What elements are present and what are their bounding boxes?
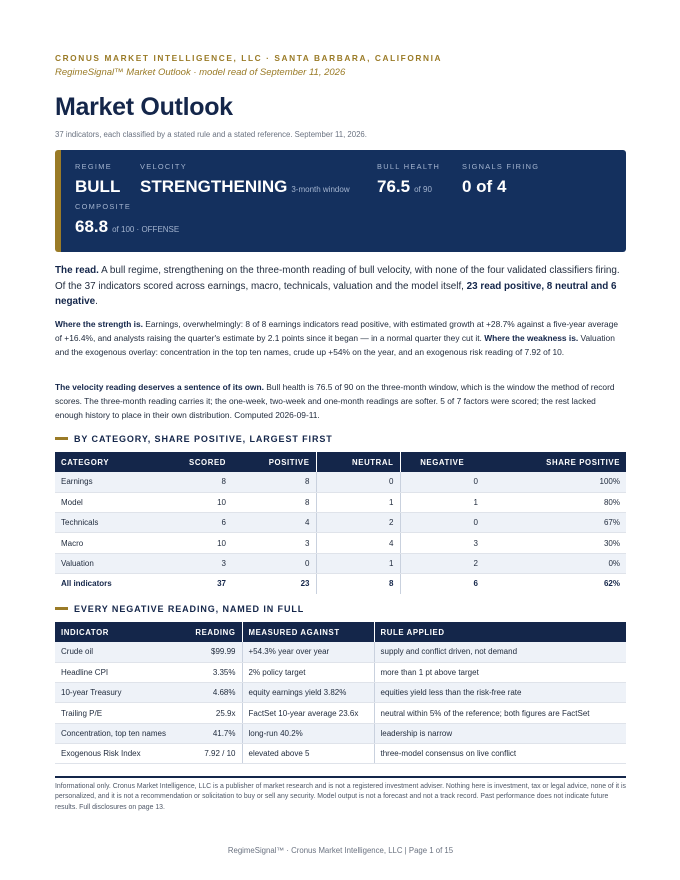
table-row bbox=[55, 533, 626, 553]
table-row bbox=[55, 513, 626, 533]
table-cell: 3 bbox=[180, 553, 232, 573]
negative-readings-table bbox=[55, 622, 626, 764]
table-cell: Headline CPI bbox=[55, 662, 180, 682]
table-row bbox=[55, 723, 626, 743]
table-cell: +54.3% year over year bbox=[242, 642, 374, 662]
table-cell: Technicals bbox=[55, 513, 180, 533]
table-cell: Macro bbox=[55, 533, 180, 553]
page-footer: RegimeSignal™ · Cronus Market Intelligence, LLC | Page 1 of 15 bbox=[227, 846, 454, 855]
regime-label: REGIME bbox=[75, 162, 112, 171]
table-cell: 23 bbox=[300, 579, 310, 589]
table-cell: more than 1 pt above target bbox=[374, 662, 626, 682]
table-cell: 37 bbox=[217, 579, 226, 589]
column-header: MEASURED AGAINST bbox=[242, 622, 374, 642]
table-cell: 4 bbox=[232, 513, 316, 533]
velocity-text: Bull health is 76.5 of 90 on the three-month window, which is the window the method of record scores. The three-month reading carries it; the one-week, two-week and one-month readings are softer. 5 of 7 factors were scored; the rest lacked enough history to place in their own distribution. Computed 2026-09-11. bbox=[55, 382, 615, 420]
category-section-heading bbox=[55, 434, 333, 444]
strength-lead: Where the strength is. bbox=[55, 319, 143, 329]
table-cell: 1 bbox=[316, 492, 400, 512]
table-row bbox=[55, 642, 626, 662]
table-cell: long-run 40.2% bbox=[242, 723, 374, 743]
category-section-title: BY CATEGORY, SHARE POSITIVE, LARGEST FIRST bbox=[74, 434, 333, 444]
velocity-value: STRENGTHENING bbox=[140, 177, 288, 196]
read-end: . bbox=[95, 296, 98, 308]
table-cell: equity earnings yield 3.82% bbox=[242, 683, 374, 703]
table-cell: 0% bbox=[484, 553, 626, 573]
negative-section-heading bbox=[55, 604, 304, 614]
disclaimer: Informational only. Cronus Market Intelligence, LLC is a publisher of market research and is not a registered investment adviser. Nothing here is investment, tax or legal advice, none of it is personalized, and it is not a recommendation or solicitation to buy or sell any security. Model output is not a forecast and not a track record. Past performance does not indicate future results. Full disclosures on page 13. bbox=[55, 783, 626, 811]
table-cell: 1 bbox=[400, 492, 484, 512]
table-cell: Crude oil bbox=[55, 642, 180, 662]
page-title: Market Outlook bbox=[55, 93, 233, 121]
bull-health-block bbox=[377, 177, 432, 197]
table-cell: FactSet 10-year average 23.6x bbox=[242, 703, 374, 723]
table-cell: 0 bbox=[232, 553, 316, 573]
read-counts: 23 read positive, 8 neutral and 6 negative bbox=[55, 280, 617, 308]
column-header: CATEGORY bbox=[55, 452, 180, 472]
table-cell: 2 bbox=[316, 513, 400, 533]
table-cell: Trailing P/E bbox=[55, 703, 180, 723]
table-cell: supply and conflict driven, not demand bbox=[374, 642, 626, 662]
table-cell: equities yield less than the risk-free rate bbox=[374, 683, 626, 703]
table-cell: 10 bbox=[180, 492, 232, 512]
table-cell: 8 bbox=[316, 573, 400, 593]
firm-line: CRONUS MARKET INTELLIGENCE, LLC · SANTA BARBARA, CALIFORNIA bbox=[55, 53, 443, 63]
velocity-note: 3-month window bbox=[291, 185, 350, 194]
bull-health-value: 76.5 bbox=[377, 177, 411, 196]
table-row bbox=[55, 683, 626, 703]
table-row bbox=[55, 492, 626, 512]
footer-rule bbox=[55, 776, 626, 778]
table-cell: Concentration, top ten names bbox=[55, 723, 180, 743]
composite-label: COMPOSITE bbox=[75, 202, 132, 211]
table-cell: leadership is narrow bbox=[374, 723, 626, 743]
read-text: A bull regime, strengthening on the three-month reading of bull velocity, with none of the four validated classifiers firing. Of the 37 indicators scored across earnings, macro, technicals, valuation and the model itself, bbox=[55, 265, 620, 292]
table-cell: 6 bbox=[400, 573, 484, 593]
table-row bbox=[55, 743, 626, 763]
composite-value: 68.8 bbox=[75, 217, 109, 236]
read-paragraph bbox=[55, 263, 626, 310]
velocity-label: VELOCITY bbox=[140, 162, 187, 171]
velocity-block bbox=[140, 177, 350, 197]
intro-line: 37 indicators, each classified by a stated rule and a stated reference. September 11, 2026. bbox=[55, 130, 367, 139]
table-cell: Earnings bbox=[55, 472, 180, 492]
table-cell: 8 bbox=[232, 472, 316, 492]
table-cell: 10-year Treasury bbox=[55, 683, 180, 703]
regime-summary-panel bbox=[55, 150, 626, 252]
composite-note: of 100 · OFFENSE bbox=[112, 225, 180, 234]
category-table bbox=[55, 452, 626, 594]
table-row bbox=[55, 703, 626, 723]
table-cell: 8 bbox=[180, 472, 232, 492]
table-cell: 0 bbox=[316, 472, 400, 492]
velocity-paragraph bbox=[55, 381, 626, 422]
strength-text: Earnings, overwhelmingly: 8 of 8 earnings indicators read positive, with estimated growth at +28.7% against a five-year average of +16.4%, and analysts raising the quarter's estimate by 2.1 points since it began — in a normal quarter they cut it. bbox=[55, 319, 619, 343]
table-cell: 6 bbox=[180, 513, 232, 533]
bull-health-note: of 90 bbox=[414, 185, 432, 194]
table-cell: Exogenous Risk Index bbox=[55, 743, 180, 763]
column-header: READING bbox=[180, 622, 242, 642]
column-header: SCORED bbox=[180, 452, 232, 472]
section-marker bbox=[55, 607, 68, 610]
weakness-lead: Where the weakness is. bbox=[484, 332, 579, 343]
column-header: NEUTRAL bbox=[316, 452, 400, 472]
table-cell: Valuation bbox=[55, 553, 180, 573]
column-header: POSITIVE bbox=[232, 452, 316, 472]
table-cell: 2% policy target bbox=[242, 662, 374, 682]
read-lead: The read. bbox=[55, 265, 99, 276]
velocity-lead: The velocity reading deserves a sentence of its own. bbox=[55, 382, 264, 392]
table-cell: three-model consensus on live conflict bbox=[374, 743, 626, 763]
signals-label: SIGNALS FIRING bbox=[462, 162, 540, 171]
bull-health-label: BULL HEALTH bbox=[377, 162, 441, 171]
negative-section-title: EVERY NEGATIVE READING, NAMED IN FULL bbox=[74, 604, 305, 614]
table-cell: neutral within 5% of the reference; both figures are FactSet bbox=[374, 703, 626, 723]
table-cell: 2 bbox=[400, 553, 484, 573]
column-header: NEGATIVE bbox=[400, 452, 484, 472]
table-cell: 0 bbox=[400, 472, 484, 492]
negative-table-header bbox=[55, 622, 626, 642]
table-cell: 80% bbox=[484, 492, 626, 512]
table-cell: 1 bbox=[316, 553, 400, 573]
regime-value: BULL bbox=[75, 177, 121, 196]
table-row bbox=[55, 553, 626, 573]
composite-block bbox=[75, 217, 179, 237]
table-cell: 7.92 / 10 bbox=[180, 743, 242, 763]
table-cell: 3 bbox=[232, 533, 316, 553]
table-cell: 4 bbox=[316, 533, 400, 553]
table-row bbox=[55, 662, 626, 682]
table-total-row bbox=[55, 573, 626, 593]
table-cell: elevated above 5 bbox=[242, 743, 374, 763]
strength-paragraph bbox=[55, 318, 626, 359]
table-cell: 8 bbox=[232, 492, 316, 512]
table-row bbox=[55, 472, 626, 492]
section-marker bbox=[55, 437, 68, 440]
column-header: INDICATOR bbox=[55, 622, 180, 642]
column-header: RULE APPLIED bbox=[374, 622, 626, 642]
table-cell: 10 bbox=[180, 533, 232, 553]
column-header: SHARE POSITIVE bbox=[484, 452, 626, 472]
table-cell: 3 bbox=[400, 533, 484, 553]
report-subtitle: RegimeSignal™ Market Outlook · model read of September 11, 2026 bbox=[55, 67, 346, 78]
table-cell: 0 bbox=[400, 513, 484, 533]
table-cell: All indicators bbox=[61, 579, 112, 589]
table-cell: 41.7% bbox=[180, 723, 242, 743]
table-cell: 67% bbox=[484, 513, 626, 533]
table-cell: 4.68% bbox=[180, 683, 242, 703]
table-cell: 30% bbox=[484, 533, 626, 553]
signals-value: 0 of 4 bbox=[462, 177, 507, 196]
table-cell: Model bbox=[55, 492, 180, 512]
table-cell: 62% bbox=[603, 579, 620, 589]
category-table-header bbox=[55, 452, 626, 472]
table-cell: 3.35% bbox=[180, 662, 242, 682]
table-cell: $99.99 bbox=[180, 642, 242, 662]
table-cell: 100% bbox=[484, 472, 626, 492]
table-cell: 25.9x bbox=[180, 703, 242, 723]
weakness-text: Valuation and the exogenous overlay: concentration in the top ten names, crude up +54% on the year, and an exogenous risk reading of 7.92 of 10. bbox=[55, 332, 615, 357]
